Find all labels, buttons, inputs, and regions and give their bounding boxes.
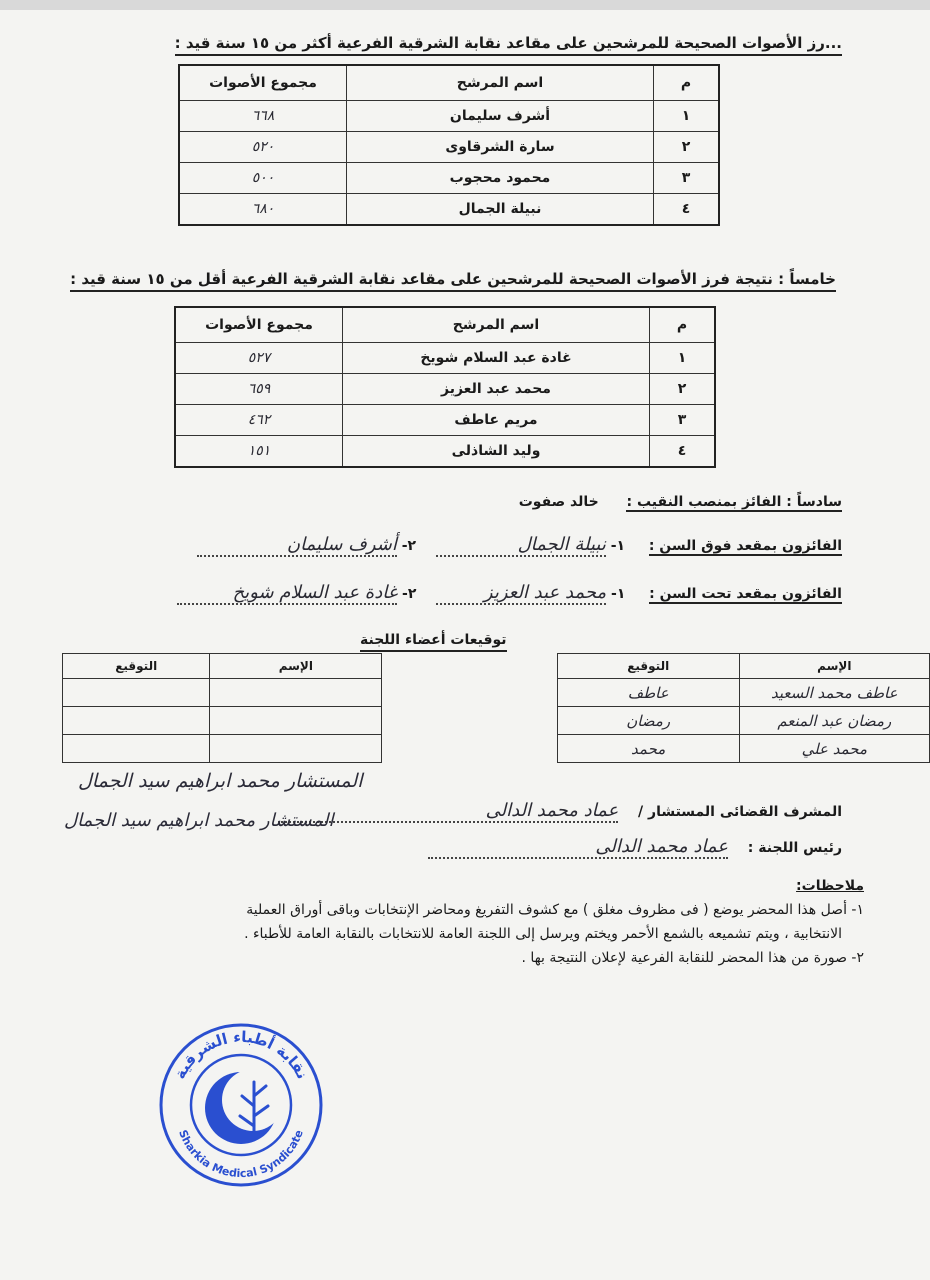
- member-signature: عاطف: [557, 679, 739, 707]
- col-name-header: اسم المرشح: [343, 307, 650, 343]
- row-number: ٤: [650, 436, 716, 468]
- table-row: [175, 405, 715, 436]
- chair-line: [428, 836, 842, 859]
- below-age-2-number: ٢-: [402, 586, 417, 602]
- table-row: [175, 343, 715, 374]
- section5-heading: خامساً : نتيجة فرز الأصوات الصحيحة للمرشحين على مقاعد نقابة الشرقية الفرعية أقل من ١٥ سنة قيد :: [70, 270, 836, 292]
- section5-table: [174, 306, 716, 468]
- col-name-header: اسم المرشح: [347, 65, 654, 101]
- below-age-winner-2: غادة عبد السلام شويخ: [177, 582, 397, 605]
- vote-count: ٦٥٩: [175, 374, 343, 405]
- head-winner-line: [519, 494, 842, 510]
- row-number: ١: [654, 101, 720, 132]
- row-number: ٢: [650, 374, 716, 405]
- note-line: ٢- صورة من هذا المحضر للنقابة الفرعية لإعلان النتيجة بها .: [521, 950, 864, 966]
- syndicate-stamp: [156, 1020, 326, 1190]
- candidate-name: مريم عاطف: [343, 405, 650, 436]
- above-age-winner-1: نبيلة الجمال: [436, 534, 606, 557]
- table-row: [63, 735, 930, 763]
- committee-table: [62, 653, 930, 763]
- section4-table: [178, 64, 720, 226]
- table-row: [63, 707, 930, 735]
- member-name: عاطف محمد السعيد: [739, 679, 929, 707]
- below-age-winner-1: محمد عبد العزيز: [436, 582, 606, 605]
- name-header-1: الإسم: [739, 654, 929, 679]
- table-header-row: [63, 654, 930, 679]
- row-number: ٢: [654, 132, 720, 163]
- table-row: [179, 132, 719, 163]
- candidate-name: وليد الشاذلى: [343, 436, 650, 468]
- vote-count: ٥٢٧: [175, 343, 343, 374]
- col-votes-header: مجموع الأصوات: [179, 65, 347, 101]
- supervisor-label: المشرف القضائى المستشار /: [638, 804, 842, 820]
- row-number: ٣: [654, 163, 720, 194]
- member-name: رمضان عبد المنعم: [739, 707, 929, 735]
- section4-heading: ...رز الأصوات الصحيحة للمرشحين على مقاعد نقابة الشرقية الفرعية أكثر من ١٥ سنة قيد :: [175, 34, 842, 56]
- col-m-header: م: [654, 65, 720, 101]
- note-line: الانتخابية ، ويتم تشميعه بالشمع الأحمر ويختم ويرسل إلى اللجنة العامة للانتخابات بالنقابة العامة للأطباء .: [244, 926, 842, 942]
- member-signature: محمد: [557, 735, 739, 763]
- candidate-name: محمود محجوب: [347, 163, 654, 194]
- table-row: [179, 101, 719, 132]
- vote-count: ٥٠٠: [179, 163, 347, 194]
- note-line: ١- أصل هذا المحضر يوضع ( فى مظروف مغلق ) مع كشوف التفريغ ومحاضر الإنتخابات وباقى أوراق العملية: [246, 902, 864, 918]
- sign-header-2: التوقيع: [63, 654, 210, 679]
- table-header-row: [175, 307, 715, 343]
- crescent-icon: [205, 1069, 284, 1144]
- row-number: ١: [650, 343, 716, 374]
- chair-signature-upper: المستشار محمد ابراهيم سيد الجمال: [64, 810, 334, 831]
- supervisor-name: عماد محمد الدالى: [278, 800, 618, 823]
- name-header-2: الإسم: [210, 654, 382, 679]
- below-age-1-number: ١-: [611, 586, 626, 602]
- col-m-header: م: [650, 307, 716, 343]
- candidate-name: نبيلة الجمال: [347, 194, 654, 226]
- notes-title: ملاحظات:: [796, 878, 864, 894]
- above-age-line: [197, 534, 842, 557]
- chair-name: عماد محمد الدالى: [428, 836, 728, 859]
- row-number: ٣: [650, 405, 716, 436]
- table-row: [63, 679, 930, 707]
- above-age-winner-2: أشرف سليمان: [197, 534, 397, 557]
- sign-header-1: التوقيع: [557, 654, 739, 679]
- vote-count: ٦٦٨: [179, 101, 347, 132]
- row-number: ٤: [654, 194, 720, 226]
- committee-title: توقيعات أعضاء اللجنة: [360, 632, 507, 652]
- stamp-arabic-text: نقابة أطباء الشرقية: [170, 1027, 312, 1082]
- above-age-label: الفائزون بمقعد فوق السن :: [648, 538, 842, 554]
- table-row: [179, 163, 719, 194]
- member-name: محمد علي: [739, 735, 929, 763]
- head-winner-label: سادساً : الفائز بمنصب النقيب :: [626, 494, 842, 510]
- document-page: [0, 10, 930, 1280]
- vote-count: ١٥١: [175, 436, 343, 468]
- table-header-row: [179, 65, 719, 101]
- vote-count: ٥٢٠: [179, 132, 347, 163]
- stamp-english-text: Sharkia Medical Syndicate: [176, 1128, 306, 1181]
- below-age-label: الفائزون بمقعد تحت السن :: [649, 586, 842, 602]
- vote-count: ٤٦٢: [175, 405, 343, 436]
- candidate-name: غادة عبد السلام شويخ: [343, 343, 650, 374]
- above-age-1-number: ١-: [610, 538, 626, 554]
- head-winner-name: خالد صفوت: [518, 494, 599, 510]
- chair-label: رئيس اللجنة :: [747, 840, 842, 856]
- supervisor-signature-upper: المستشار محمد ابراهيم سيد الجمال: [78, 770, 363, 792]
- vote-count: ٦٨٠: [179, 194, 347, 226]
- supervisor-line: [278, 800, 842, 823]
- notes-section: [44, 874, 864, 970]
- above-age-2-number: ٢-: [401, 538, 417, 554]
- candidate-name: سارة الشرقاوى: [347, 132, 654, 163]
- candidate-name: أشرف سليمان: [347, 101, 654, 132]
- table-row: [175, 374, 715, 405]
- table-row: [179, 194, 719, 226]
- table-row: [175, 436, 715, 468]
- col-votes-header: مجموع الأصوات: [175, 307, 343, 343]
- member-signature: رمضان: [557, 707, 739, 735]
- below-age-line: [177, 582, 842, 605]
- candidate-name: محمد عبد العزيز: [343, 374, 650, 405]
